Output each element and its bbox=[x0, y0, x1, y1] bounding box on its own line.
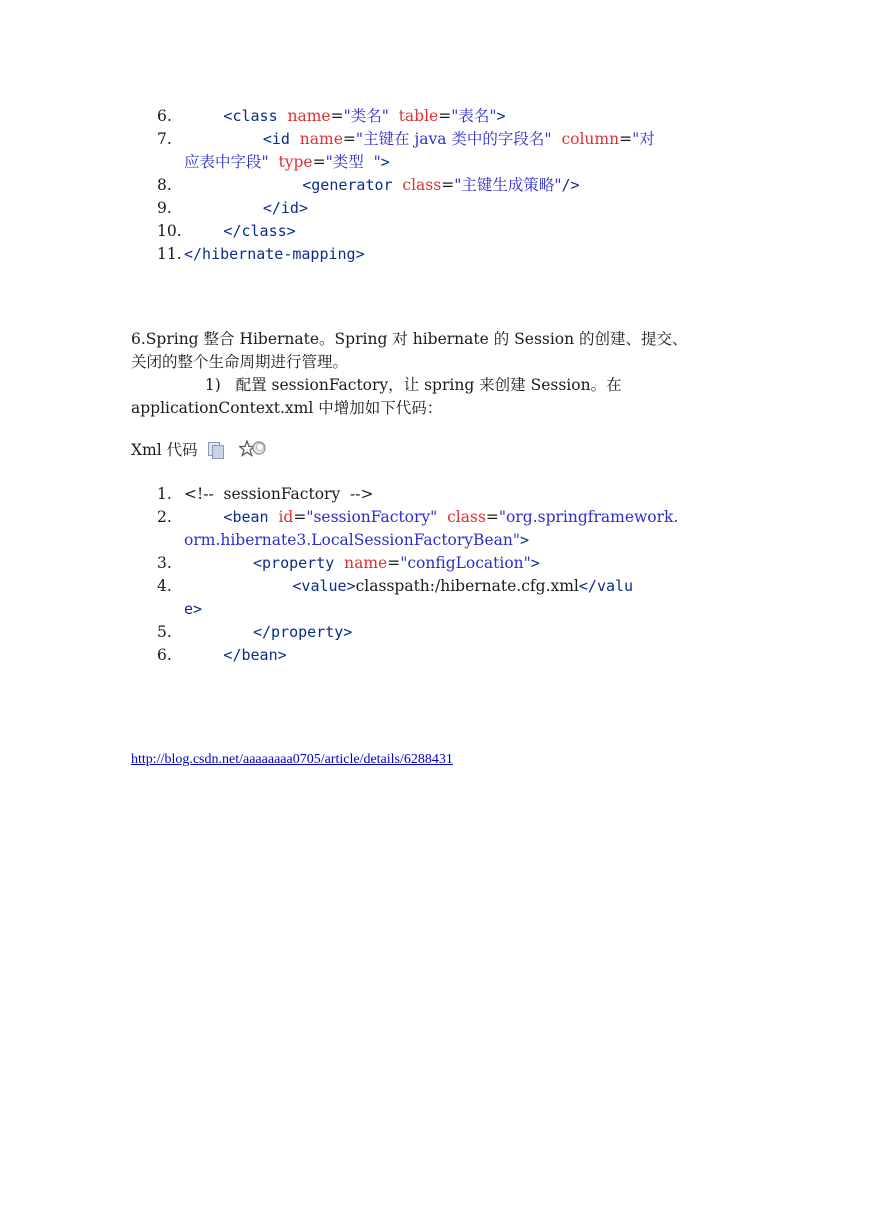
line-number: 6. bbox=[157, 107, 172, 125]
code-token: table bbox=[398, 107, 439, 125]
line-number: 2. bbox=[157, 508, 172, 526]
code-token: class bbox=[447, 508, 486, 526]
code-line bbox=[157, 506, 747, 529]
code-indent bbox=[184, 508, 223, 526]
code-token: "主键在 java 类中的字段名" bbox=[355, 130, 552, 148]
code-line bbox=[157, 644, 747, 667]
code-token: classpath:/hibernate.cfg.xml bbox=[355, 577, 579, 595]
code-token bbox=[552, 130, 562, 148]
line-number: 1. bbox=[157, 485, 172, 503]
code-token: <!-- sessionFactory --> bbox=[184, 485, 374, 503]
code-indent bbox=[184, 130, 263, 148]
code-token: = bbox=[342, 130, 356, 148]
code-token: </property> bbox=[252, 623, 353, 641]
code-token: </id> bbox=[262, 199, 308, 217]
code-token: = bbox=[619, 130, 633, 148]
paragraph-line: 关闭的整个生命周期进行管理。 bbox=[131, 353, 349, 371]
code-token: "configLocation" bbox=[400, 554, 531, 572]
code-indent bbox=[184, 107, 223, 125]
code-indent bbox=[184, 623, 253, 641]
paragraph-line: 1) 配置 sessionFactory，让 spring 来创建 Session。在 bbox=[131, 376, 622, 394]
code-token: = bbox=[387, 554, 401, 572]
code-token: "主键生成策略" bbox=[454, 176, 562, 194]
code-token: = bbox=[485, 508, 499, 526]
code-token: "org.springframework. bbox=[498, 508, 679, 526]
code-line bbox=[157, 105, 747, 128]
code-token: > bbox=[519, 531, 529, 549]
code-token: </hibernate-mapping> bbox=[184, 245, 365, 263]
code-token bbox=[290, 130, 300, 148]
code-token: <generator bbox=[302, 176, 393, 194]
code-indent bbox=[184, 554, 253, 572]
code-token: = bbox=[330, 107, 344, 125]
code-token: <bean bbox=[223, 508, 269, 526]
code-block-hibernate-mapping bbox=[157, 105, 747, 266]
line-number: 10. bbox=[157, 222, 182, 240]
line-number: 8. bbox=[157, 176, 172, 194]
code-token: name bbox=[287, 107, 331, 125]
code-line-continuation bbox=[157, 598, 747, 621]
code-token bbox=[389, 107, 399, 125]
code-token: <value> bbox=[292, 577, 356, 595]
code-token: id bbox=[278, 508, 294, 526]
code-line bbox=[157, 174, 747, 197]
code-token: = bbox=[312, 153, 326, 171]
code-token bbox=[278, 107, 288, 125]
paragraph-line: applicationContext.xml 中增加如下代码： bbox=[131, 399, 443, 417]
code-indent bbox=[184, 199, 263, 217]
code-token: /> bbox=[561, 176, 580, 194]
code-line-continuation bbox=[157, 151, 747, 174]
code-token: > bbox=[496, 107, 506, 125]
code-label: Xml 代码 bbox=[131, 441, 198, 459]
code-token bbox=[334, 554, 344, 572]
code-line bbox=[157, 128, 747, 151]
code-indent bbox=[184, 222, 223, 240]
code-token: "表名" bbox=[451, 107, 497, 125]
code-indent bbox=[184, 646, 223, 664]
source-link[interactable]: http://blog.csdn.net/aaaaaaaa0705/article/details/6288431 bbox=[131, 752, 453, 767]
code-token: > bbox=[380, 153, 390, 171]
code-line bbox=[157, 552, 747, 575]
code-token: class bbox=[402, 176, 442, 194]
code-token: column bbox=[561, 130, 620, 148]
code-token: </valu bbox=[578, 577, 634, 595]
code-token: = bbox=[293, 508, 307, 526]
code-label-row bbox=[131, 438, 275, 460]
code-line bbox=[157, 220, 747, 243]
body-paragraph bbox=[131, 328, 741, 420]
line-number: 7. bbox=[157, 130, 172, 148]
code-line bbox=[157, 483, 747, 506]
code-indent bbox=[184, 577, 292, 595]
code-token: name bbox=[344, 554, 388, 572]
code-token: <id bbox=[262, 130, 290, 148]
copy-icon[interactable] bbox=[207, 441, 223, 457]
favorite-star-icon[interactable] bbox=[239, 440, 275, 458]
code-token: <class bbox=[223, 107, 278, 125]
line-number: 11. bbox=[157, 245, 182, 263]
code-line bbox=[157, 197, 747, 220]
line-number: 3. bbox=[157, 554, 172, 572]
code-token: "对 bbox=[632, 130, 655, 148]
line-number: 6. bbox=[157, 646, 172, 664]
code-token: = bbox=[438, 107, 452, 125]
code-token bbox=[269, 153, 279, 171]
code-indent bbox=[184, 176, 302, 194]
code-block-spring-bean bbox=[157, 483, 747, 667]
code-line bbox=[157, 575, 747, 598]
line-number: 5. bbox=[157, 623, 172, 641]
code-token: orm.hibernate3.LocalSessionFactoryBean" bbox=[184, 531, 520, 549]
code-token: e> bbox=[184, 600, 203, 618]
code-token: </class> bbox=[223, 222, 296, 240]
code-line bbox=[157, 243, 747, 266]
code-token bbox=[437, 508, 447, 526]
code-line-continuation bbox=[157, 529, 747, 552]
paragraph-line: 6.Spring 整合 Hibernate。Spring 对 hibernate 的 Session 的创建、提交、 bbox=[131, 330, 688, 348]
code-token: <property bbox=[252, 554, 335, 572]
code-token bbox=[269, 508, 279, 526]
code-token: > bbox=[530, 554, 540, 572]
code-token: "类名" bbox=[343, 107, 389, 125]
code-token: = bbox=[441, 176, 455, 194]
code-token: name bbox=[299, 130, 343, 148]
code-line bbox=[157, 621, 747, 644]
code-token: 应表中字段" bbox=[184, 153, 269, 171]
code-token bbox=[393, 176, 403, 194]
code-token: "sessionFactory" bbox=[306, 508, 438, 526]
line-number: 4. bbox=[157, 577, 172, 595]
code-token: "类型 " bbox=[325, 153, 381, 171]
line-number: 9. bbox=[157, 199, 172, 217]
code-token: </bean> bbox=[223, 646, 287, 664]
code-token: type bbox=[278, 153, 313, 171]
